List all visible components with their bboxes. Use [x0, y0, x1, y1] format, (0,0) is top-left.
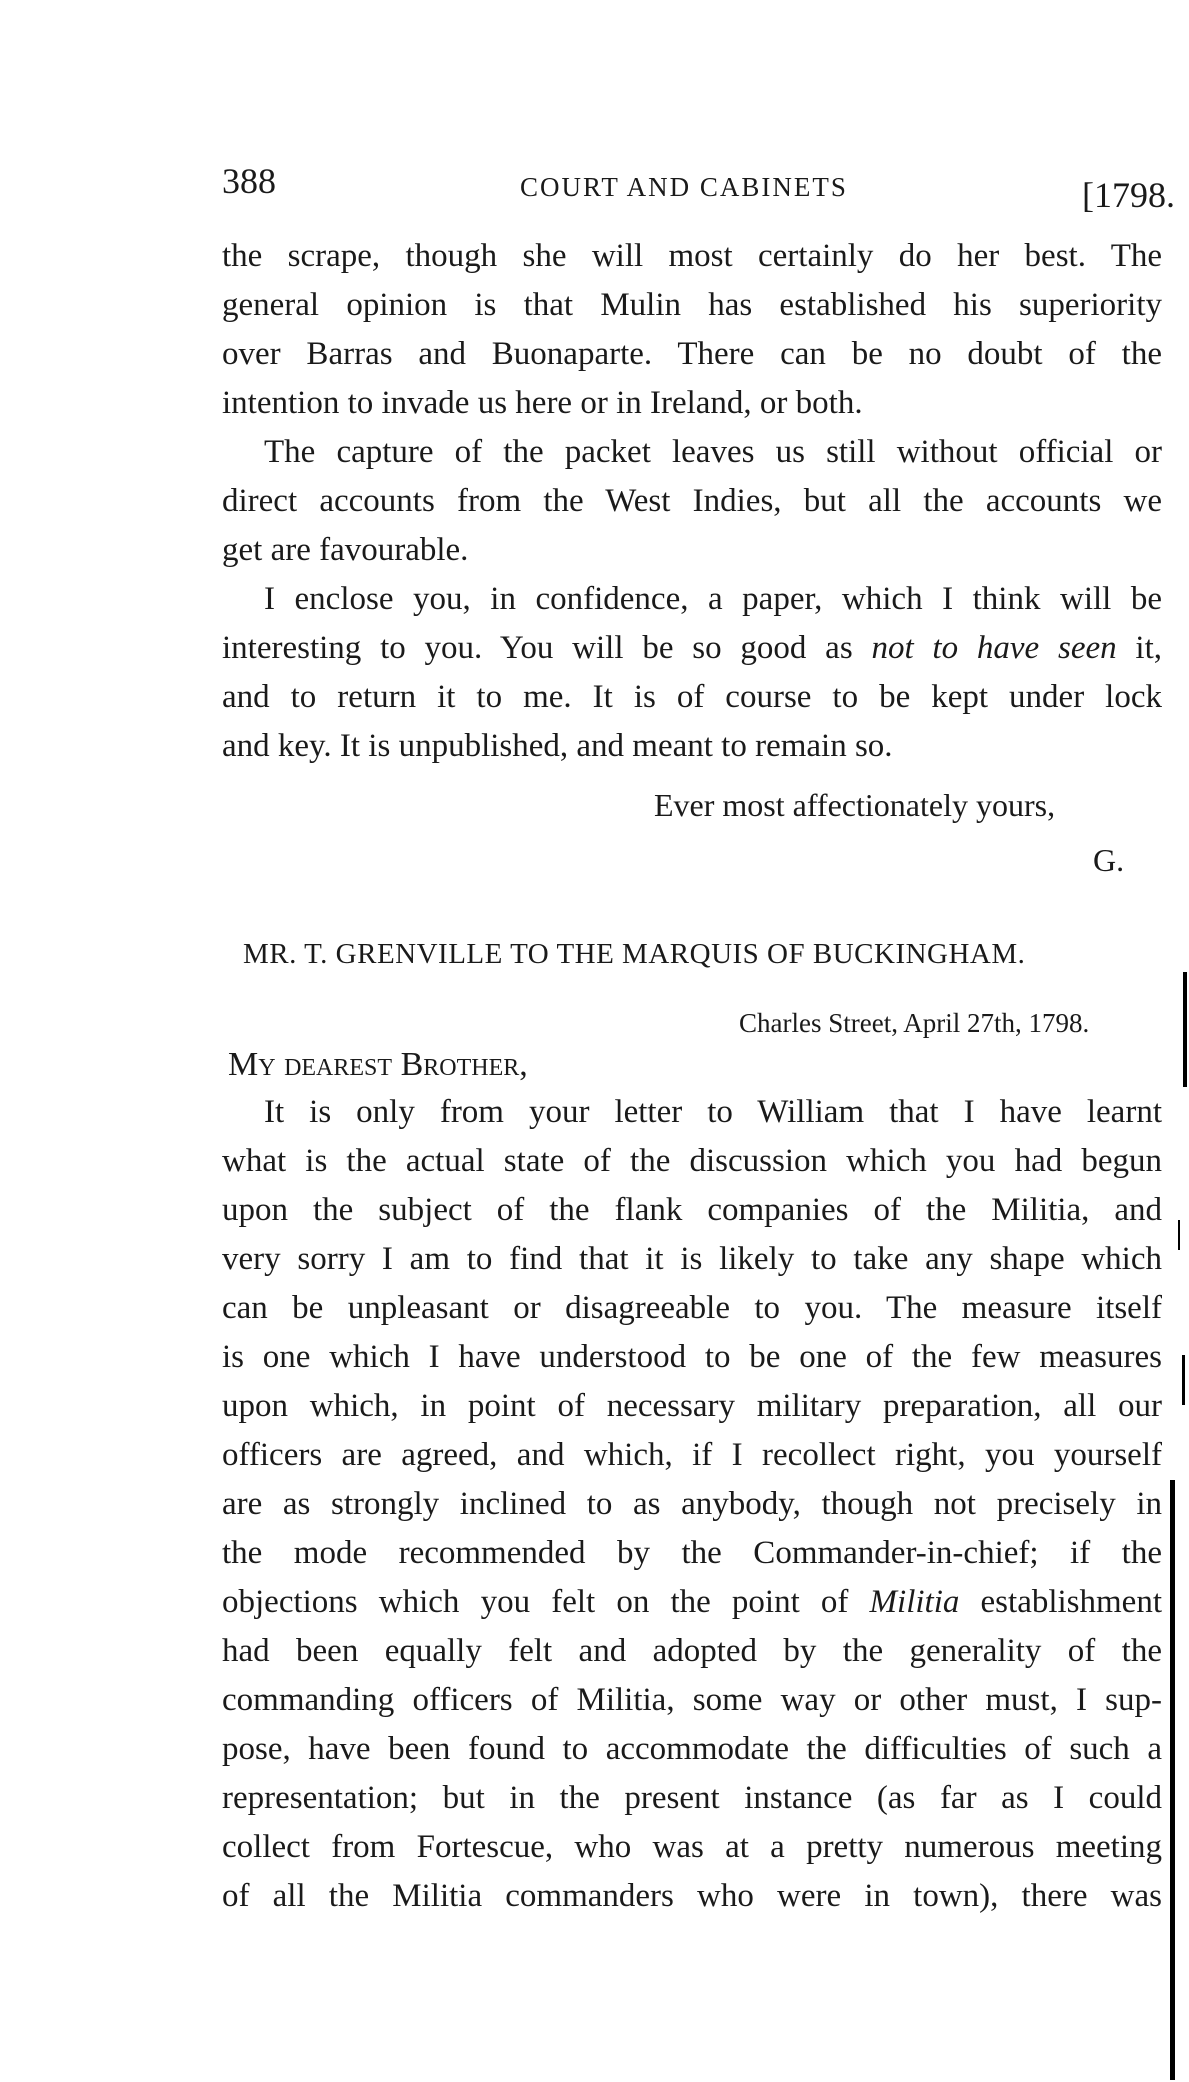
- text-line: commanding officers of Militia, some way or other must, I sup-: [222, 1682, 1162, 1718]
- text-line: pose, have been found to accommodate the difficulties of such a: [222, 1731, 1162, 1767]
- italic-phrase: not to have seen: [871, 630, 1117, 666]
- text-line: can be unpleasant or disagreeable to you. The measure itself: [222, 1290, 1162, 1326]
- text-line: the mode recommended by the Commander-in-chief; if the: [222, 1535, 1162, 1571]
- letter-closing: Ever most affectionately yours,: [654, 787, 1056, 823]
- text-line: is one which I have understood to be one of the few measures: [222, 1339, 1162, 1375]
- text-line: collect from Fortescue, who was at a pretty numerous meeting: [222, 1829, 1162, 1865]
- text-line: what is the actual state of the discussion which you had begun: [222, 1143, 1162, 1179]
- text-line: general opinion is that Mulin has established his superiority: [222, 287, 1162, 323]
- text-line: The capture of the packet leaves us still without official or: [264, 434, 1162, 470]
- text-line: representation; but in the present instance (as far as I could: [222, 1780, 1162, 1816]
- scan-edge-mark: [1170, 1480, 1175, 2080]
- text-segment: objections which you felt on the point of: [222, 1584, 870, 1620]
- letter-signature: G.: [1093, 842, 1125, 878]
- scan-edge-mark: [1183, 972, 1187, 1087]
- letter-salutation: My dearest Brother,: [228, 1046, 528, 1083]
- text-segment: interesting to you. You will be so good as: [222, 630, 872, 666]
- text-line: It is only from your letter to William that I have learnt: [264, 1094, 1162, 1130]
- top-paragraphs: [222, 232, 1162, 771]
- letter-dateline: Charles Street, April 27th, 1798.: [739, 1008, 1090, 1038]
- text-line: and to return it to me. It is of course to be kept under lock: [222, 679, 1162, 715]
- scan-edge-mark: [1178, 1220, 1180, 1250]
- text-line: [222, 624, 1162, 673]
- running-title: COURT AND CABINETS: [520, 172, 848, 202]
- page-number: 388: [222, 161, 276, 201]
- text-line: officers are agreed, and which, if I recollect right, you yourself: [222, 1437, 1162, 1473]
- text-line: of all the Militia commanders who were in town), there was: [222, 1878, 1162, 1914]
- text-segment: it,: [1116, 630, 1162, 666]
- text-line: upon the subject of the flank companies of the Militia, and: [222, 1192, 1162, 1228]
- text-line: the scrape, though she will most certainly do her best. The: [222, 238, 1162, 274]
- text-line: direct accounts from the West Indies, but all the accounts we: [222, 483, 1162, 519]
- text-line: are as strongly inclined to as anybody, though not precisely in: [222, 1486, 1162, 1522]
- text-line: intention to invade us here or in Ireland, or both.: [222, 385, 863, 421]
- scan-edge-mark: [1182, 1355, 1185, 1405]
- text-line: had been equally felt and adopted by the generality of the: [222, 1633, 1162, 1669]
- text-line: upon which, in point of necessary military preparation, all our: [222, 1388, 1162, 1424]
- text-line: I enclose you, in confidence, a paper, which I think will be: [264, 581, 1162, 617]
- text-line: and key. It is unpublished, and meant to remain so.: [222, 728, 893, 764]
- text-line: over Barras and Buonaparte. There can be no doubt of the: [222, 336, 1162, 372]
- text-line: very sorry I am to find that it is likely to take any shape which: [222, 1241, 1162, 1277]
- year-mark: [1798.: [1082, 175, 1175, 215]
- text-line: get are favourable.: [222, 532, 469, 568]
- page-header: [222, 160, 1175, 220]
- italic-phrase: Militia: [869, 1584, 960, 1620]
- letter-heading: MR. T. GRENVILLE TO THE MARQUIS OF BUCKINGHAM.: [243, 938, 1026, 970]
- text-segment: establishment: [959, 1584, 1163, 1620]
- text-line: [222, 1578, 1162, 1627]
- letter-body: [222, 1088, 1162, 1921]
